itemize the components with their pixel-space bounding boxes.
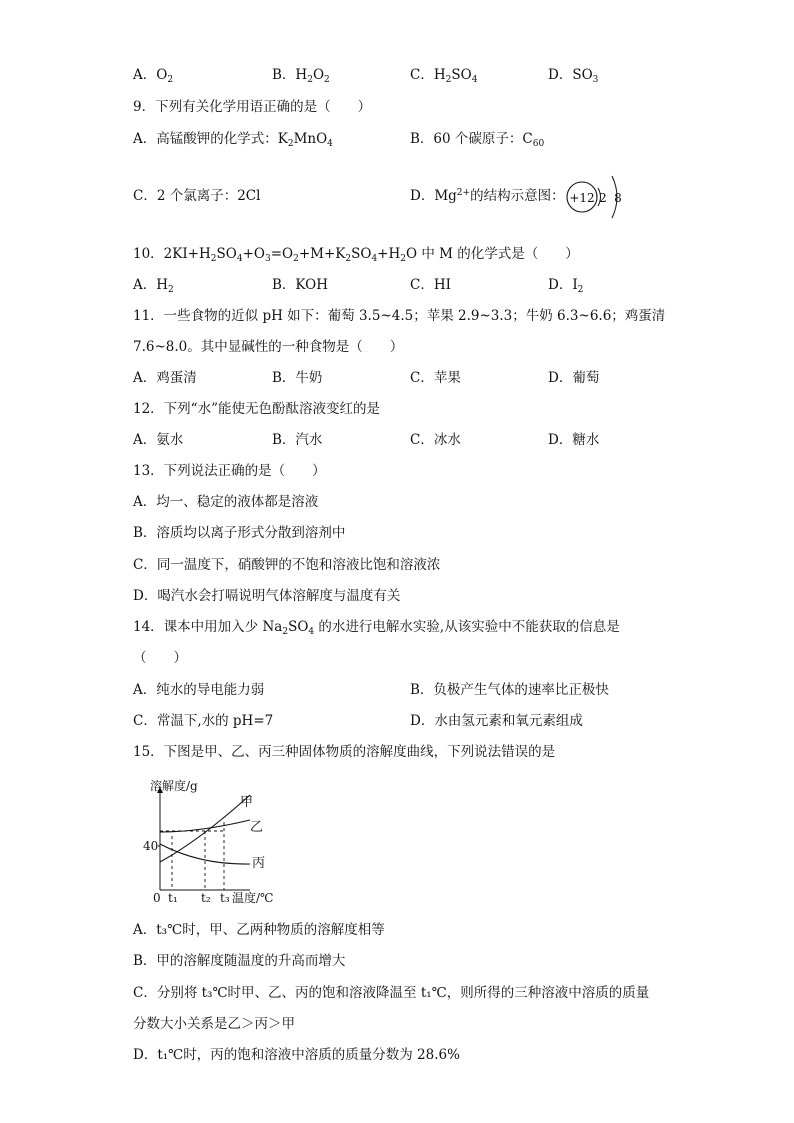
q9-option-a[interactable]: A．高锰酸钾的化学式：$K_2MnO_4$ — [133, 131, 333, 149]
q11-option-d[interactable]: D．葡萄 — [548, 370, 600, 386]
q10-option-b[interactable]: B．KOH — [272, 277, 328, 293]
q15-option-c-line1[interactable]: C．分别将 t₃℃时甲、乙、丙的饱和溶液降温至 t₁℃，则所得的三种溶液中溶质的质量 — [133, 985, 650, 1001]
q10-option-d[interactable]: D．$I_2$ — [548, 277, 584, 295]
q10-option-a[interactable]: A．$H_2$ — [133, 277, 174, 295]
curve-乙 — [160, 820, 250, 832]
q8-option-b[interactable]: B．$H_2O_2$ — [272, 67, 330, 85]
solubility-curve-chart — [140, 770, 300, 910]
q15-option-a[interactable]: A．t₃℃时，甲、乙两种物质的溶解度相等 — [133, 922, 385, 938]
q14-option-d[interactable]: D．水由氢元素和氧元素组成 — [410, 713, 583, 729]
q8-option-a[interactable]: A．$O_2$ — [133, 67, 174, 85]
q15-stem: 15．下图是甲、乙、丙三种固体物质的溶解度曲线，下列说法错误的是 — [133, 744, 556, 760]
series-label: 甲 — [240, 795, 254, 810]
q14-option-b[interactable]: B．负极产生气体的速率比正极快 — [410, 682, 609, 698]
q8-option-d[interactable]: D．$SO_3$ — [548, 67, 599, 85]
q9-option-d[interactable]: D．$Mg^{2+}$的结构示意图： — [410, 188, 565, 204]
shell-2-electrons: 8 — [614, 191, 622, 205]
x-axis-label: 温度/℃ — [232, 891, 274, 905]
q14-answer-paren: （ ） — [133, 650, 187, 666]
q9-stem: 9．下列有关化学用语正确的是（ ） — [133, 99, 372, 115]
q9-option-c[interactable]: C．2 个氯离子：2Cl — [133, 188, 261, 204]
q10-option-c[interactable]: C．HI — [410, 277, 451, 293]
mg-ion-structure-diagram — [562, 166, 634, 228]
q13-option-d[interactable]: D．喝汽水会打嗝说明气体溶解度与温度有关 — [133, 588, 401, 604]
q14-option-a[interactable]: A．纯水的导电能力弱 — [133, 682, 265, 698]
q12-option-c[interactable]: C．冰水 — [410, 432, 461, 448]
q11-option-b[interactable]: B．牛奶 — [272, 370, 323, 386]
origin-label: 0 — [153, 891, 161, 905]
x-tick-label: t₃ — [220, 891, 230, 905]
q13-option-c[interactable]: C．同一温度下，硝酸钾的不饱和溶液比饱和溶液浓 — [133, 557, 441, 573]
q12-option-a[interactable]: A．氨水 — [133, 432, 184, 448]
y-axis-label: 溶解度/g — [150, 779, 198, 793]
q12-option-d[interactable]: D．糖水 — [548, 432, 600, 448]
q12-option-b[interactable]: B．汽水 — [272, 432, 323, 448]
q15-option-b[interactable]: B．甲的溶解度随温度的升高而增大 — [133, 953, 346, 969]
q15-option-d[interactable]: D．t₁℃时，丙的饱和溶液中溶质的质量分数为 28.6% — [133, 1047, 460, 1063]
y-tick-40: 40 — [143, 839, 159, 853]
q15-option-c-line2: 分数大小关系是乙＞丙＞甲 — [133, 1016, 295, 1032]
x-tick-label: t₂ — [201, 891, 211, 905]
q12-stem: 12．下列“水”能使无色酚酞溶液变红的是 — [133, 401, 380, 417]
q13-option-b[interactable]: B．溶质均以离子形式分散到溶剂中 — [133, 525, 346, 541]
series-label: 乙 — [250, 820, 264, 835]
q11-stem-line1: 11．一些食物的近似 pH 如下：葡萄 3.5~4.5；苹果 2.9~3.3；牛奶 6.3~6.6；鸡蛋清 — [133, 308, 666, 324]
q13-option-a[interactable]: A．均一、稳定的液体都是溶液 — [133, 494, 319, 510]
q8-option-c[interactable]: C．$H_2SO_4$ — [410, 67, 478, 85]
q14-stem: 14．课本中用加入少 $Na_2SO_4$ 的水进行电解水实验,从该实验中不能获取的信息是 — [133, 619, 620, 637]
q11-option-c[interactable]: C．苹果 — [410, 370, 461, 386]
x-tick-label: t₁ — [168, 891, 178, 905]
q11-stem-line2: 7.6~8.0。其中显碱性的一种食物是（ ） — [133, 339, 404, 355]
q14-option-c[interactable]: C．常温下,水的 pH=7 — [133, 713, 274, 729]
series-label: 丙 — [252, 856, 266, 871]
q13-stem: 13．下列说法正确的是（ ） — [133, 463, 326, 479]
nucleus-charge: +12 — [569, 191, 595, 205]
shell-1-electrons: 2 — [599, 191, 607, 205]
q9-option-b[interactable]: B．60 个碳原子：$C_{60}$ — [410, 131, 545, 149]
q10-stem: 10．$2KI+H_2SO_4+O_3=O_2+M+K_2SO_4+H_2O$ 中 M 的化学式是（ ） — [133, 246, 579, 264]
q11-option-a[interactable]: A．鸡蛋清 — [133, 370, 197, 386]
